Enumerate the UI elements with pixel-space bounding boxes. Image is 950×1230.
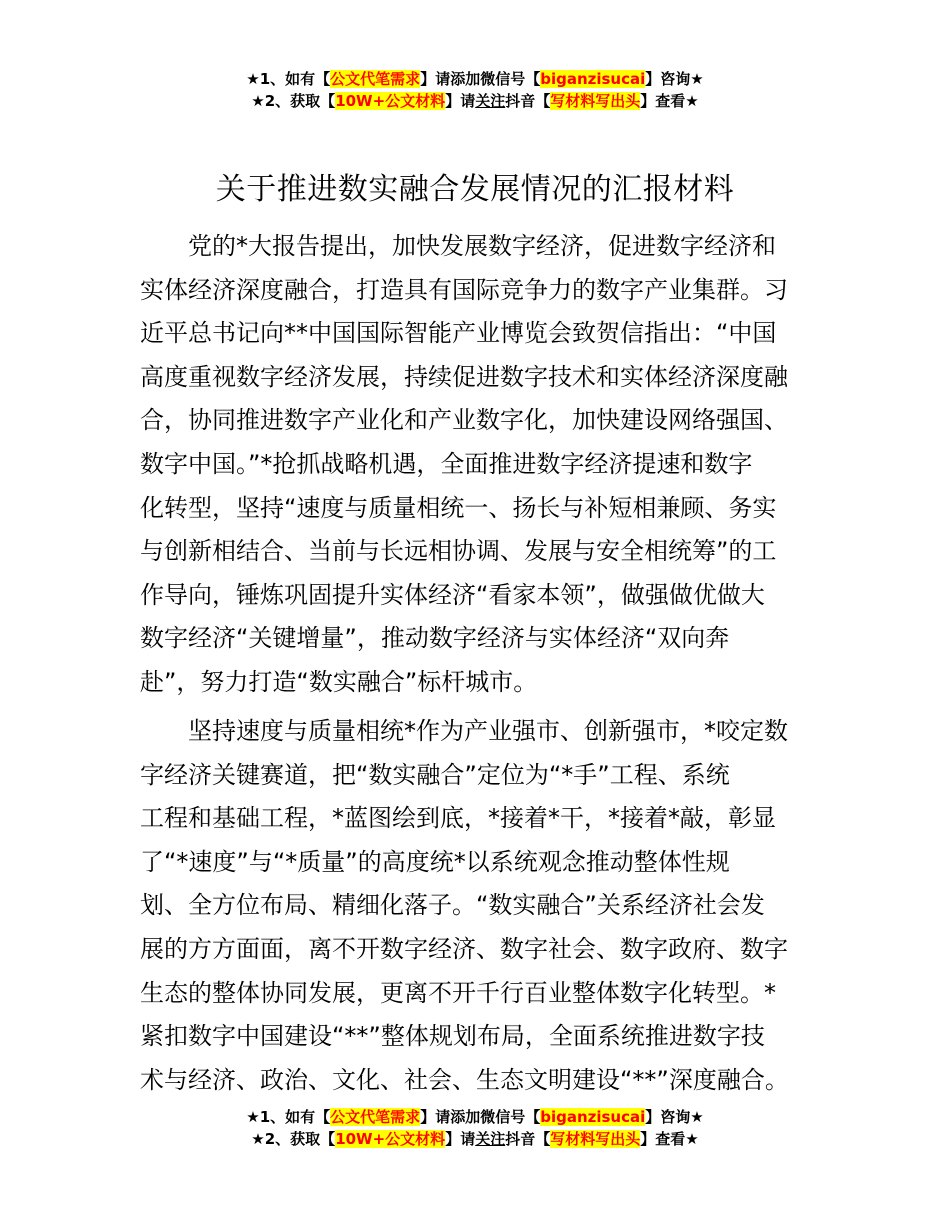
paragraph-line: 数字中国。”*抢抓战略机遇，全面推进数字经济提速和数字 xyxy=(140,449,753,478)
promo-highlight: 10W+公文材料 xyxy=(335,92,446,110)
promo-highlight: 公文代笔需求 xyxy=(330,1108,421,1126)
top-promo-banner xyxy=(0,68,950,112)
paragraph-line: 展的方方面面，离不开数字经济、数字社会、数字政府、数字 xyxy=(140,934,788,963)
paragraph-2 xyxy=(140,710,820,1102)
follow-text: 关注 xyxy=(475,92,506,110)
promo-highlight: 公文代笔需求 xyxy=(330,70,421,88)
paragraph-1 xyxy=(140,225,820,705)
wechat-id-highlight: biganzisucai xyxy=(540,70,646,88)
paragraph-line: 术与经济、政治、文化、社会、生态文明建设“**”深度融合。 xyxy=(140,1065,789,1094)
promo-highlight: 10W+公文材料 xyxy=(335,1130,446,1148)
promo-line-2: ★2、获取【10W+公文材料】请关注抖音【写材料写出头】查看★ xyxy=(251,92,699,110)
paragraph-line: 字经济关键赛道，把“数实融合”定位为“*手”工程、系统 xyxy=(140,760,730,789)
paragraph-line: 作导向，锤炼巩固提升实体经济“看家本领”，做强做优做大 xyxy=(140,580,765,609)
promo-line-1: ★1、如有【公文代笔需求】请添加微信号【biganzisucai】咨询★ xyxy=(246,1108,704,1126)
paragraph-line: 化转型，坚持“速度与质量相统一、扬长与补短相兼顾、务实 xyxy=(140,493,777,522)
paragraph-line: 近平总书记向**中国国际智能产业博览会致贺信指出：“中国 xyxy=(140,319,777,348)
wechat-id-highlight: biganzisucai xyxy=(540,1108,646,1126)
paragraph-line: 高度重视数字经济发展，持续促进数字技术和实体经济深度融 xyxy=(140,362,788,391)
paragraph-line: 紧扣数字中国建设“**”整体规划布局，全面系统推进数字技 xyxy=(140,1022,765,1051)
paragraph-line: 实体经济深度融合，打造具有国际竞争力的数字产业集群。习 xyxy=(140,275,788,304)
promo-line-1: ★1、如有【公文代笔需求】请添加微信号【biganzisucai】咨询★ xyxy=(246,70,704,88)
paragraph-line: 了“*速度”与“*质量”的高度统*以系统观念推动整体性规 xyxy=(140,847,730,876)
paragraph-line: 数字经济“关键增量”，推动数字经济与实体经济“双向奔 xyxy=(140,624,730,653)
paragraph-line: 划、全方位布局、精细化落子。“数实融合”关系经济社会发 xyxy=(140,891,765,920)
paragraph-line: 与创新相结合、当前与长远相协调、发展与安全相统筹”的工 xyxy=(140,537,777,566)
bottom-promo-banner xyxy=(0,1106,950,1150)
promo-line-2: ★2、获取【10W+公文材料】请关注抖音【写材料写出头】查看★ xyxy=(251,1130,699,1148)
paragraph-line: 赴”，努力打造“数实融合”标杆城市。 xyxy=(140,667,538,696)
paragraph-line: 坚持速度与质量相统*作为产业强市、创新强市，*咬定数 xyxy=(188,717,788,745)
douyin-account-highlight: 写材料写出头 xyxy=(550,92,641,110)
document-title: 关于推进数实融合发展情况的汇报材料 xyxy=(215,172,735,207)
douyin-account-highlight: 写材料写出头 xyxy=(550,1130,641,1148)
follow-text: 关注 xyxy=(475,1130,506,1148)
paragraph-line: 生态的整体协同发展，更离不开千行百业整体数字化转型。* xyxy=(140,978,776,1007)
paragraph-line: 工程和基础工程，*蓝图绘到底，*接着*干，*接着*敲，彰显 xyxy=(140,804,776,833)
paragraph-line: 合，协同推进数字产业化和产业数字化，加快建设网络强国、 xyxy=(140,406,788,435)
paragraph-line: 党的*大报告提出，加快发展数字经济，促进数字经济和 xyxy=(188,232,776,260)
